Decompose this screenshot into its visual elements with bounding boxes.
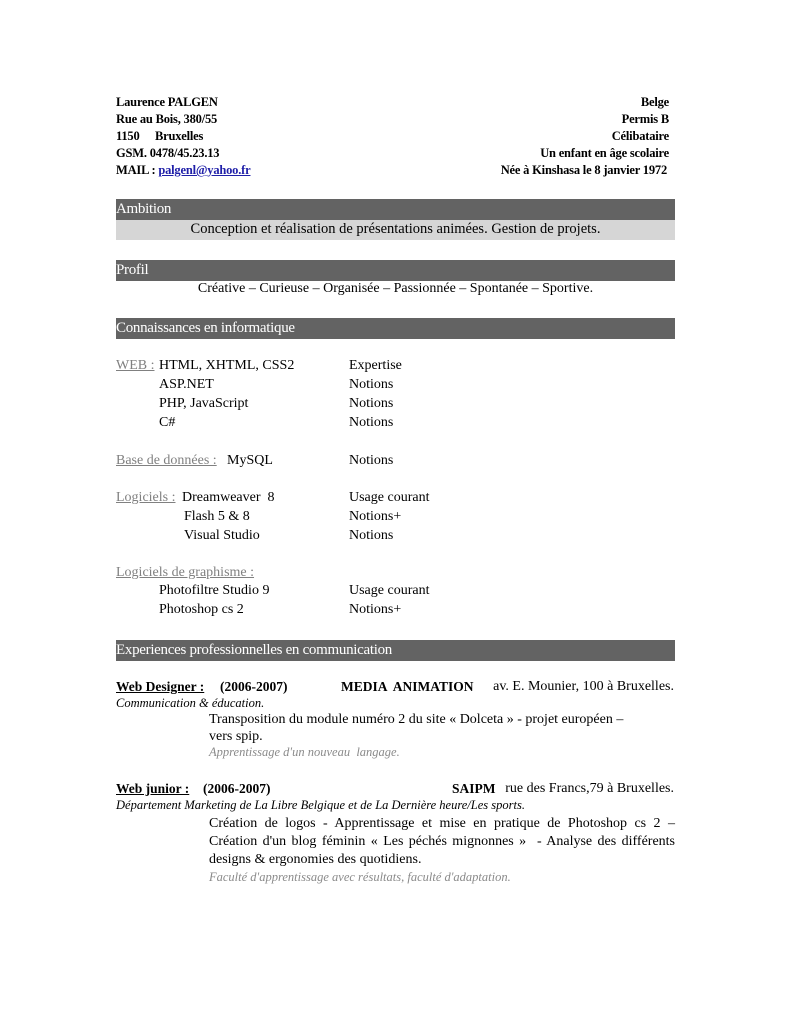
street-address: Rue au Bois, 380/55: [116, 112, 218, 126]
job-company: MEDIA ANIMATION: [341, 679, 474, 694]
skill-name: Flash 5 & 8: [184, 509, 250, 524]
job-domain: Département Marketing de La Libre Belgique et de La Dernière heure/Les sports.: [116, 798, 525, 812]
category-web-label: WEB :: [116, 358, 155, 373]
category-db-label: Base de données :: [116, 453, 217, 468]
skill-level: Notions+: [349, 509, 402, 524]
category-software-label: Logiciels :: [116, 490, 176, 505]
skill-name: Photofiltre Studio 9: [159, 583, 270, 598]
driving-license: Permis B: [621, 112, 669, 126]
section-ambition-header: [116, 199, 675, 220]
job-address: av. E. Mounier, 100 à Bruxelles.: [493, 679, 674, 694]
skill-level: Usage courant: [349, 490, 430, 505]
skill-level: Notions: [349, 377, 394, 392]
job-role-label: Web junior :: [116, 781, 190, 796]
skill-name: HTML, XHTML, CSS2: [159, 358, 295, 373]
birth-info: Née à Kinshasa le 8 janvier 1972: [500, 163, 667, 177]
skill-name: MySQL: [227, 453, 273, 468]
job-description-line: vers spip.: [209, 729, 263, 744]
job-learning: Faculté d'apprentissage avec résultats, faculté d'adaptation.: [209, 870, 511, 884]
nationality: Belge: [640, 95, 669, 109]
job-period: (2006-2007): [203, 781, 271, 796]
skill-level: Expertise: [349, 358, 402, 373]
job-description-line: designs & ergonomies des quotidiens.: [209, 852, 422, 867]
section-experiences-header: [116, 640, 675, 661]
job-description-line: Transposition du module numéro 2 du site « Dolceta » - projet européen –: [209, 712, 624, 727]
category-graphics-label: Logiciels de graphisme :: [116, 565, 255, 580]
skill-name: C#: [159, 415, 176, 430]
skill-level: Notions+: [349, 602, 402, 617]
job-role: [116, 781, 189, 797]
skill-name: PHP, JavaScript: [159, 396, 249, 411]
skill-name: Visual Studio: [184, 528, 260, 543]
city: Bruxelles: [155, 129, 204, 143]
section-title: Experiences professionnelles en communication: [116, 642, 392, 658]
job-company: SAIPM: [452, 781, 496, 796]
email-link[interactable]: palgenl@yahoo.fr: [158, 163, 251, 177]
section-title: Connaissances en informatique: [116, 320, 295, 336]
skill-level: Usage courant: [349, 583, 430, 598]
job-address: rue des Francs,79 à Bruxelles.: [505, 781, 674, 796]
job-description-line: Création d'un blog féminin « Les péchés mignonnes » - Analyse des différents: [209, 834, 675, 849]
section-informatique-header: [116, 318, 675, 339]
marital-status: Célibataire: [611, 129, 669, 143]
postal-code: 1150: [116, 129, 140, 143]
email-line: [116, 163, 250, 178]
email-label: MAIL :: [116, 163, 159, 177]
profil-text: Créative – Curieuse – Organisée – Passionnée – Spontanée – Sportive.: [197, 281, 594, 296]
ambition-text: Conception et réalisation de présentations animées. Gestion de projets.: [190, 221, 601, 237]
skill-level: Notions: [349, 453, 394, 468]
candidate-name: Laurence PALGEN: [116, 95, 218, 109]
skill-name: Photoshop cs 2: [159, 602, 244, 617]
skill-name: Dreamweaver 8: [182, 490, 275, 505]
job-role: [116, 679, 204, 695]
job-learning: Apprentissage d'un nouveau langage.: [209, 745, 400, 759]
section-profil-header: [116, 260, 675, 281]
job-role-label: Web Designer :: [116, 679, 205, 694]
children-info: Un enfant en âge scolaire: [540, 146, 669, 160]
phone-number: GSM. 0478/45.23.13: [116, 146, 220, 160]
skill-level: Notions: [349, 528, 394, 543]
job-period: (2006-2007): [220, 679, 288, 694]
skill-name: ASP.NET: [159, 377, 214, 392]
job-description-line: Création de logos - Apprentissage et mise en pratique de Photoshop cs 2 –: [209, 816, 675, 831]
skill-level: Notions: [349, 415, 394, 430]
job-domain: Communication & éducation.: [116, 696, 265, 710]
skill-level: Notions: [349, 396, 394, 411]
section-title: Profil: [116, 262, 149, 278]
section-title: Ambition: [116, 201, 172, 217]
